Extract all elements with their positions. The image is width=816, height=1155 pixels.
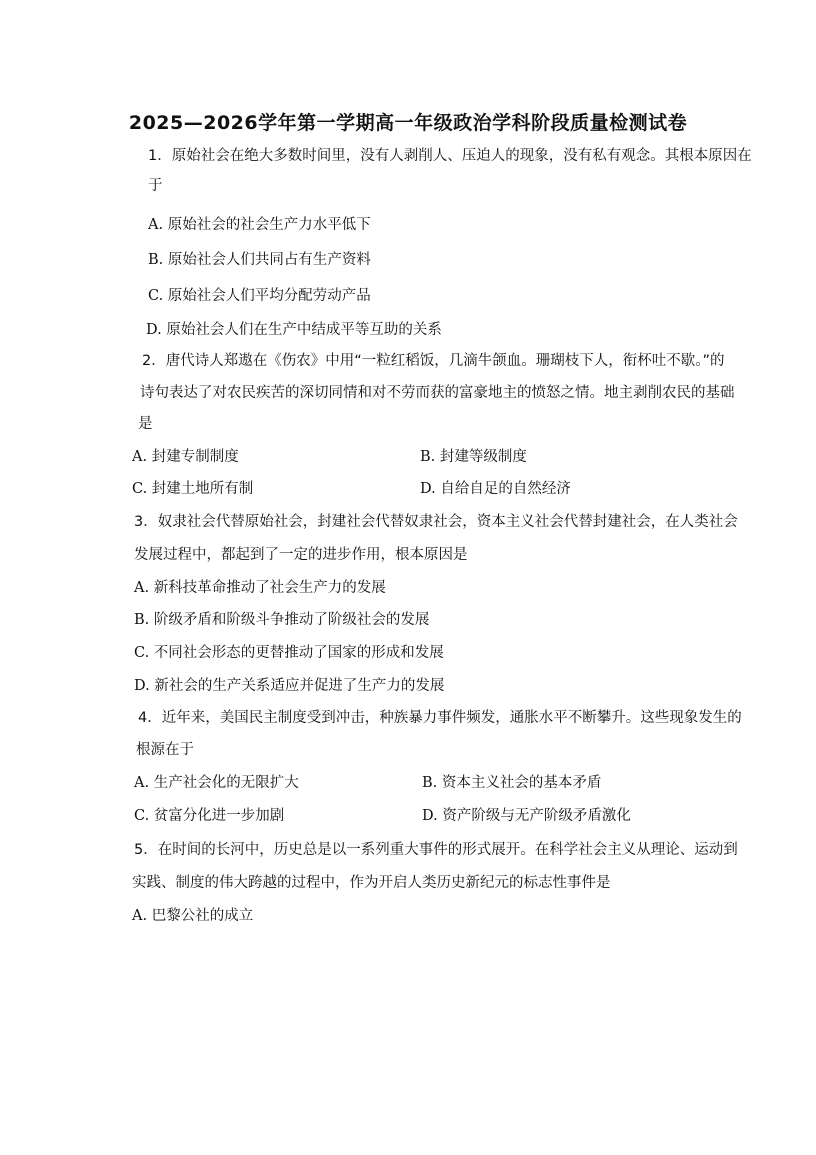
question-1-stem-line-1: 1．原始社会在绝大多数时间里，没有人剥削人、压迫人的现象，没有私有观念。其根本原因在 xyxy=(148,148,752,164)
question-3-option-d: D. 新社会的生产关系适应并促进了生产力的发展 xyxy=(134,678,445,694)
question-4-option-b: B. 资本主义社会的基本矛盾 xyxy=(422,775,602,791)
question-4-stem-line-2: 根源在于 xyxy=(136,742,194,758)
question-2-stem-line-1: 2．唐代诗人郑遨在《伤农》中用“一粒红稻饭，几滴牛颌血。珊瑚枝下人，衔杯吐不歇。”的 xyxy=(142,353,725,369)
question-1-option-d: D. 原始社会人们在生产中结成平等互助的关系 xyxy=(146,322,442,338)
question-4-stem-line-1: 4．近年来，美国民主制度受到冲击，种族暴力事件频发，通胀水平不断攀升。这些现象发生的 xyxy=(138,710,742,726)
question-2-stem-line-3: 是 xyxy=(138,416,153,432)
question-3-stem-line-2: 发展过程中，都起到了一定的进步作用，根本原因是 xyxy=(134,547,468,563)
question-5-stem-line-2: 实践、制度的伟大跨越的过程中，作为开启人类历史新纪元的标志性事件是 xyxy=(132,875,611,891)
question-3-option-c: C. 不同社会形态的更替推动了国家的形成和发展 xyxy=(134,645,444,661)
question-1-option-a: A. 原始社会的社会生产力水平低下 xyxy=(148,217,371,233)
question-2-option-a: A. 封建专制制度 xyxy=(132,449,239,465)
question-1-stem-line-2: 于 xyxy=(148,178,163,194)
question-1-option-b: B. 原始社会人们共同占有生产资料 xyxy=(148,252,371,268)
page-title: 2025—2026学年第一学期高一年级政治学科阶段质量检测试卷 xyxy=(128,112,688,134)
question-2-option-c: C. 封建土地所有制 xyxy=(132,481,254,497)
question-5-option-a: A. 巴黎公社的成立 xyxy=(132,908,254,924)
question-4-option-a: A. 生产社会化的无限扩大 xyxy=(134,775,299,791)
question-4-option-c: C. 贫富分化进一步加剧 xyxy=(134,808,285,824)
question-4-option-d: D. 资产阶级与无产阶级矛盾激化 xyxy=(422,808,631,824)
question-1-option-c: C. 原始社会人们平均分配劳动产品 xyxy=(148,288,371,304)
question-2-stem-line-2: 诗句表达了对农民疾苦的深切同情和对不劳而获的富豪地主的愤怒之情。地主剥削农民的基础 xyxy=(140,385,735,401)
question-2-option-b: B. 封建等级制度 xyxy=(420,449,527,465)
question-5-stem-line-1: 5．在时间的长河中，历史总是以一系列重大事件的形式展开。在科学社会主义从理论、运动到 xyxy=(134,842,738,858)
question-3-option-a: A. 新科技革命推动了社会生产力的发展 xyxy=(134,580,386,596)
question-3-option-b: B. 阶级矛盾和阶级斗争推动了阶级社会的发展 xyxy=(134,612,430,628)
question-2-option-d: D. 自给自足的自然经济 xyxy=(420,481,571,497)
question-3-stem-line-1: 3．奴隶社会代替原始社会，封建社会代替奴隶社会，资本主义社会代替封建社会，在人类社会 xyxy=(134,514,738,530)
